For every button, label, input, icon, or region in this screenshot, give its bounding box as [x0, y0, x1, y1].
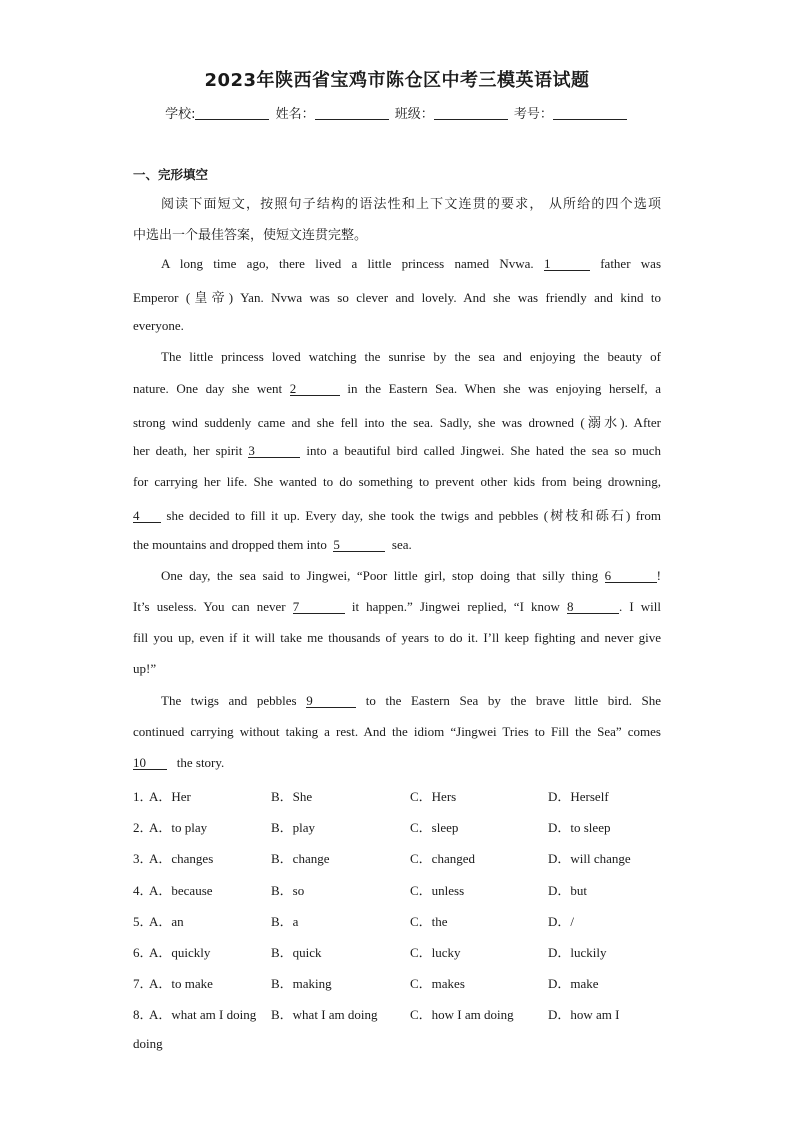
passage-text: A long time ago, there lived a little princess named Nvwa.: [161, 256, 534, 271]
class-blank: [434, 105, 508, 120]
option-c[interactable]: C．sleep: [410, 820, 459, 836]
question-number: 1．: [133, 789, 153, 804]
option-a[interactable]: A．what am I doing: [149, 1007, 257, 1023]
question-number: 6．: [133, 945, 153, 960]
blank-9: 9: [306, 694, 356, 708]
option-b[interactable]: B．a: [271, 913, 299, 929]
student-info-line: [0, 103, 794, 122]
blank-10: 10: [133, 756, 167, 770]
option-c[interactable]: C．the: [410, 913, 448, 929]
passage-text: One day, the sea said to Jingwei, “Poor little girl, stop doing that silly thing: [161, 568, 599, 583]
blank-4: 4: [133, 509, 161, 523]
option-b[interactable]: B．She: [271, 789, 313, 804]
option-b[interactable]: B．making: [271, 976, 332, 992]
option-b[interactable]: B．so: [271, 882, 305, 898]
number-blank: [553, 105, 627, 120]
option-a[interactable]: A．quickly: [149, 945, 211, 960]
passage-line: [133, 443, 661, 459]
option-a[interactable]: A．to make: [149, 976, 213, 992]
instruction-line-1: 阅读下面短文，按照句子结构的语法性和上下文连贯的要求， 从所给的四个选项: [161, 197, 661, 212]
blank-8: 8: [567, 600, 619, 614]
school-blank: [195, 105, 269, 120]
passage-text: It’s useless. You can never: [133, 599, 286, 614]
option-c[interactable]: C．changed: [410, 851, 475, 867]
passage-text: she decided to fill it up. Every day, she took the twigs and pebbles (树枝和砾石) from: [166, 508, 661, 523]
blank-5: 5: [333, 538, 385, 552]
name-label: 姓名：: [275, 107, 315, 122]
passage-line: [133, 256, 661, 272]
option-c[interactable]: C．makes: [410, 976, 465, 992]
question-number: 5．: [133, 913, 153, 929]
option-a[interactable]: A．changes: [149, 851, 214, 867]
option-d[interactable]: D．but: [548, 882, 588, 898]
question-number: 8．: [133, 1007, 153, 1023]
option-c[interactable]: C．lucky: [410, 945, 461, 960]
option-c[interactable]: C．how I am doing: [410, 1007, 514, 1023]
passage-line: [133, 568, 661, 584]
passage-line: for carrying her life. She wanted to do something to prevent other kids from being drowning,: [133, 474, 661, 489]
passage-text: in the Eastern Sea. When she was enjoying herself, a: [347, 381, 662, 396]
passage-line: The little princess loved watching the sunrise by the sea and enjoying the beauty of: [161, 349, 661, 364]
passage-line: everyone.: [133, 318, 184, 333]
section-title: 一、完形填空: [133, 167, 209, 182]
option-d[interactable]: D．make: [548, 976, 599, 992]
passage-text: the story.: [176, 755, 225, 770]
option-d[interactable]: D．/: [548, 913, 575, 929]
option-b[interactable]: B．change: [271, 851, 330, 867]
passage-line: [133, 599, 661, 615]
passage-line: [133, 381, 661, 397]
question-number: 4．: [133, 882, 153, 898]
blank-2: 2: [290, 382, 340, 396]
passage-text: her death, her spirit: [133, 443, 243, 458]
option-c[interactable]: C．unless: [410, 882, 465, 898]
passage-text: into a beautiful bird called Jingwei. She hated the sea so much: [306, 443, 662, 458]
page-title: 2023年陕西省宝鸡市陈仓区中考三模英语试题: [204, 70, 590, 91]
option-d[interactable]: D．how am I: [548, 1007, 620, 1023]
option-d[interactable]: D．Herself: [548, 789, 609, 804]
option-d[interactable]: D．to sleep: [548, 820, 611, 836]
passage-line: [133, 693, 661, 709]
passage-text: The twigs and pebbles: [161, 693, 297, 708]
option-b[interactable]: B．play: [271, 820, 316, 836]
name-blank: [315, 105, 389, 120]
option-d[interactable]: D．luckily: [548, 945, 607, 960]
option-d-wrap[interactable]: doing: [133, 1035, 163, 1051]
passage-line: up!”: [133, 661, 157, 676]
passage-text: nature. One day she went: [133, 381, 283, 396]
question-number: 7．: [133, 976, 153, 992]
blank-6: 6: [605, 569, 657, 583]
question-number: 3．: [133, 851, 153, 867]
option-a[interactable]: A．an: [149, 913, 184, 929]
option-a[interactable]: A．Her: [149, 789, 191, 804]
passage-text: the mountains and dropped them into: [133, 537, 327, 552]
instruction-line-2: 中选出一个最佳答案，使短文连贯完整。: [133, 228, 368, 243]
blank-1: 1: [544, 257, 590, 271]
passage-text: to the Eastern Sea by the brave little bird. She: [365, 693, 662, 708]
passage-text: it happen.” Jingwei replied, “I know: [351, 599, 560, 614]
option-d[interactable]: D．will change: [548, 851, 631, 867]
passage-line: [133, 537, 661, 553]
option-b[interactable]: B．what I am doing: [271, 1007, 378, 1023]
option-b[interactable]: B．quick: [271, 945, 322, 960]
number-label: 考号：: [513, 107, 553, 122]
passage-text: father was: [600, 256, 662, 271]
passage-line: [133, 505, 661, 524]
passage-line: continued carrying without taking a rest. And the idiom “Jingwei Tries to Fill the Sea” comes: [133, 724, 661, 739]
passage-line: fill you up, even if it will take me thousands of years to do it. I’ll keep fighting and never give: [133, 630, 661, 645]
option-a[interactable]: A．to play: [149, 820, 208, 836]
option-c[interactable]: C．Hers: [410, 789, 457, 804]
blank-3: 3: [248, 444, 300, 458]
passage-text: . I will: [619, 599, 662, 614]
passage-line: Emperor (皇帝) Yan. Nvwa was so clever and lovely. And she was friendly and kind to: [133, 290, 661, 305]
passage-line: [133, 755, 661, 771]
option-a[interactable]: A．because: [149, 882, 213, 898]
question-number: 2．: [133, 820, 153, 836]
passage-text: !: [656, 568, 662, 583]
passage-text: sea.: [391, 537, 412, 552]
passage-line: strong wind suddenly came and she fell into the sea. Sadly, she was drowned (溺水). After: [133, 415, 661, 430]
class-label: 班级：: [394, 107, 434, 122]
blank-7: 7: [293, 600, 345, 614]
school-label: 学校:: [165, 107, 196, 122]
